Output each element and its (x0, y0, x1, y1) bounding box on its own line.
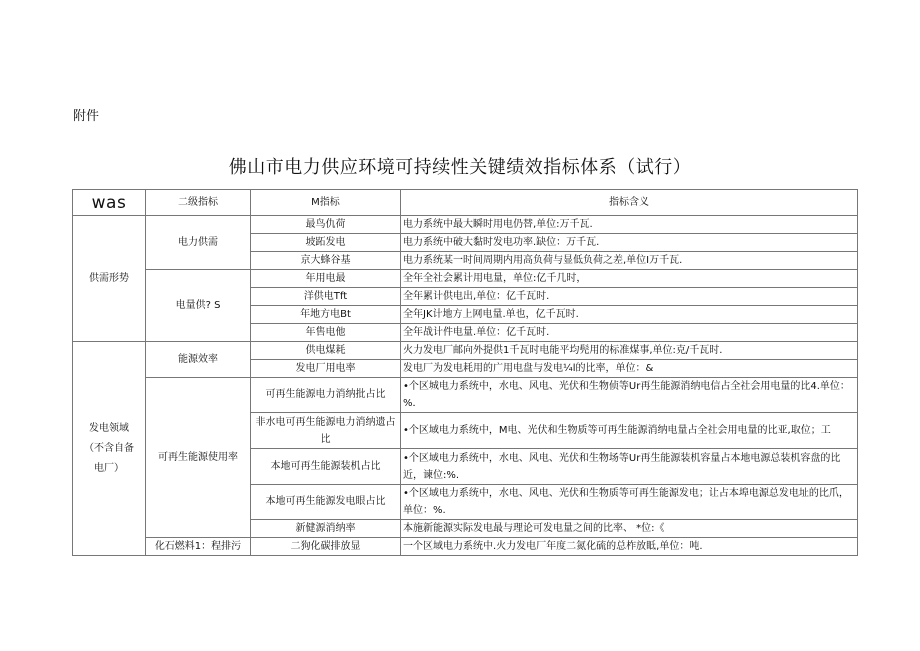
table-row (73, 342, 858, 360)
meaning-cell: 全年累计供电出,单位：亿千瓦时. (401, 288, 858, 306)
level2-renewable-usage: 可再生能源使用率 (146, 378, 251, 538)
meaning-cell: 电力系统某一时间周期内用高负荷与显低负荷之差,单位I万千瓦. (401, 252, 858, 270)
attachment-label: 附件 (73, 109, 100, 124)
meaning-cell: 发电厂为发电耗用的广用电盘与发电¼l的比率，单位：& (401, 360, 858, 378)
level1-line: （不含自备 (84, 442, 134, 454)
table-row (73, 270, 858, 288)
meaning-cell: 火力发电厂邮向外提供1千瓦时电能平均髡用的标准煤事,单位:克/千瓦时. (401, 342, 858, 360)
column-header-level3: M指标 (251, 190, 401, 216)
meaning-cell: 本施新能源实际发电最与理论可发电量之间的比率、 *位:《 (401, 520, 858, 538)
level3-cell: 年售电他 (251, 324, 401, 342)
meaning-cell: 电力系统中破大黏时发电功率.缺位：万千瓦. (401, 234, 858, 252)
level3-cell: 年地方电Bt (251, 306, 401, 324)
column-header-level1: was (73, 190, 146, 216)
level3-cell: 二狗化碳排放显 (251, 538, 401, 556)
level3-cell: 可再生能源电力消纳批占比 (251, 378, 401, 413)
meaning-cell: •个区城电力系统中，水电、风电、光伏和生物侦等Ur再生能源消纳电信占全社会用电量的比4.单位：%． (401, 378, 858, 413)
indicator-table (72, 189, 858, 556)
level1-line: 发电领域 (89, 422, 129, 434)
meaning-cell: •个区域电力系统中，水电、风电、光伏和生物场等Ur再生能源装机容量占本地电源总装机容盘的比近，谏位:%. (401, 449, 858, 485)
level1-line: 电厂） (94, 462, 124, 474)
table-row (73, 378, 858, 413)
meaning-cell: 电力系统中最大瞬时用电仍替,单位:万千瓦. (401, 216, 858, 234)
meaning-cell: 全年JK计地方上网电量.单也，亿千瓦时. (401, 306, 858, 324)
meaning-cell: 全年战计件电量.单位：亿千瓦时. (401, 324, 858, 342)
level3-cell: 本地可再生能源装机占比 (251, 449, 401, 485)
level2-energy-efficiency: 能源效率 (146, 342, 251, 378)
level3-cell: 年用电最 (251, 270, 401, 288)
meaning-cell: •个区域电力系统中，M电、光伏和生物质等可再生能源消纳电量占全社会用电量的比亚,取位；工 (401, 413, 858, 449)
table-row (73, 538, 858, 556)
table-row (73, 216, 858, 234)
meaning-cell: 全年全社会累计用电量，单位:亿千几时， (401, 270, 858, 288)
meaning-cell: •个区域电力系统中，水电、风电、光伏和生物质等可再生能源发电；让占本埠电源总发电址的比爪，单位：%. (401, 485, 858, 520)
level2-power-supply-demand: 电力供需 (146, 216, 251, 270)
document-title: 佛山市电力供应环境可持续性关键绩效指标体系（试行） (228, 157, 692, 178)
level3-cell: 坡跖发电 (251, 234, 401, 252)
level2-fossil-emission: 化石燃料1：程排污 (146, 538, 251, 556)
level3-cell: 京大蜂谷基 (251, 252, 401, 270)
level3-cell: 最鸟仇荷 (251, 216, 401, 234)
table-header-row (73, 190, 858, 216)
level3-cell: 供电煤耗 (251, 342, 401, 360)
column-header-level2: 二级指标 (146, 190, 251, 216)
level3-cell: 洋供电Tft (251, 288, 401, 306)
meaning-cell: 一个区域电力系统中.火力发电厂年度二氮化硫的总柞放眡,单位：吨. (401, 538, 858, 556)
level1-supply-demand: 供需形势 (73, 216, 146, 342)
level3-cell: 非水电可再生能源电力消纳遗占比 (251, 413, 401, 449)
level2-electricity-supply: 电量供? S (146, 270, 251, 342)
level3-cell: 新健源消纳率 (251, 520, 401, 538)
level3-cell: 发电厂用电率 (251, 360, 401, 378)
column-header-meaning: 指标含义 (401, 190, 858, 216)
level1-generation (73, 342, 146, 556)
level3-cell: 本地可再生能源发电眼占比 (251, 485, 401, 520)
